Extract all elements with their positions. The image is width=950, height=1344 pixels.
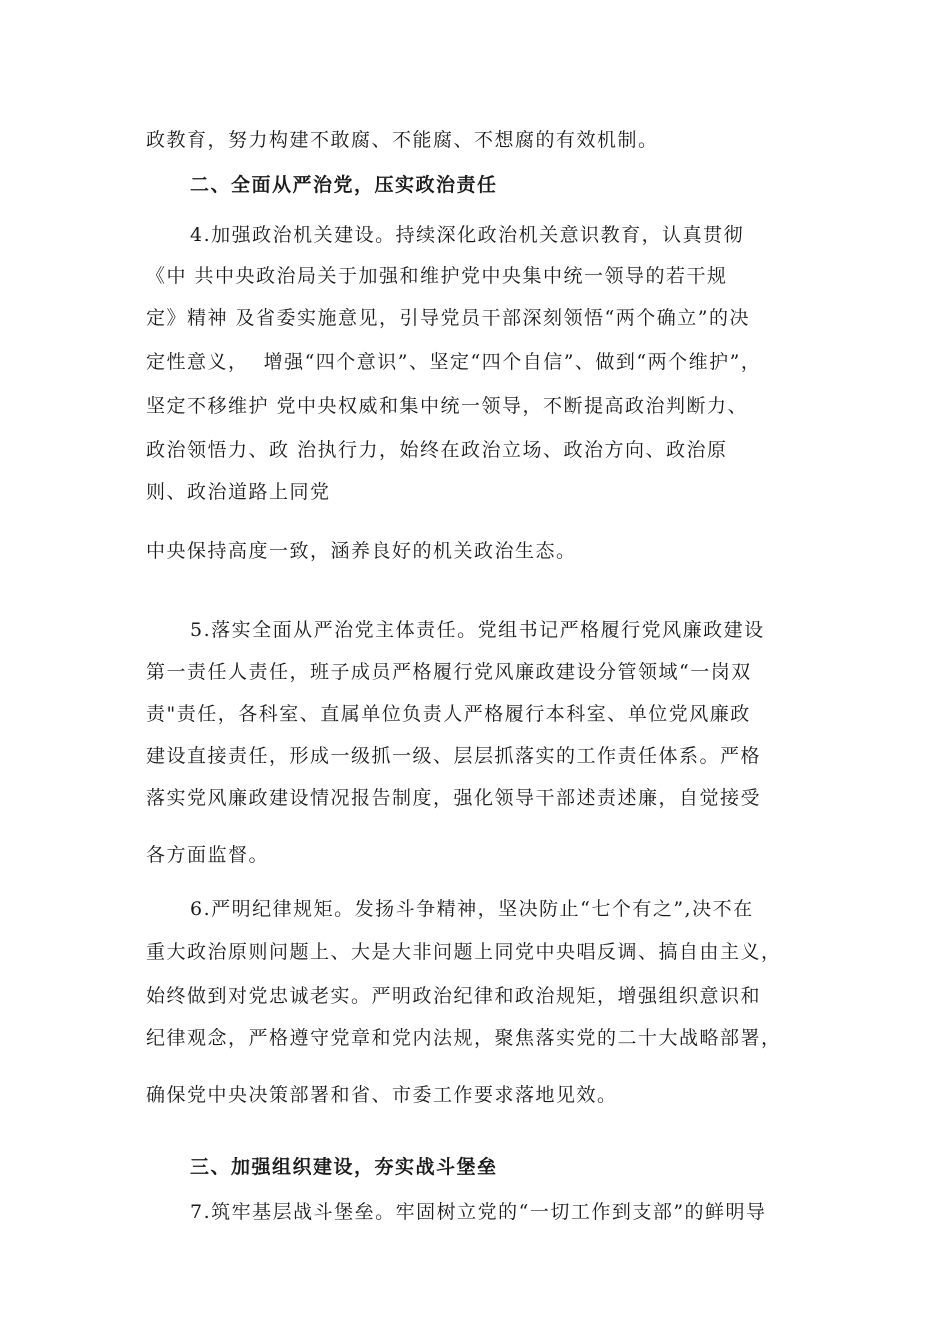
paragraph-line: 7.筑牢基层战斗堡垒。牢固树立党的“一切工作到支部”的鲜明导 (190, 1201, 767, 1223)
paragraph-line: 则、政治道路上同党 (146, 481, 331, 503)
section-heading: 二、全面从严治党，压实政治责任 (190, 174, 498, 196)
paragraph-line: 4.加强政治机关建设。持续深化政治机关意识教育，认真贯彻 (190, 224, 745, 246)
paragraph-line: 中央保持高度一致，涵养良好的机关政治生态。 (146, 540, 577, 562)
paragraph-line: 重大政治原则问题上、大是大非问题上同党中央唱反调、搞自由主义， (146, 941, 782, 963)
paragraph-line: 《中 共中央政治局关于加强和维护党中央集中统一领导的若干规 (146, 265, 728, 287)
paragraph-line: 确保党中央决策部署和省、市委工作要求落地见效。 (146, 1084, 618, 1106)
paragraph-line: 政教育，努力构建不敢腐、不能腐、不想腐的有效机制。 (146, 129, 659, 151)
paragraph-line: 定性意义， 增强“四个意识”、坚定“四个自信”、做到“两个维护”， (146, 351, 762, 373)
paragraph-line: 定》精神 及省委实施意见，引导党员干部深刻领悟“两个确立”的决 (146, 307, 750, 329)
paragraph-line: 坚定不移维护 党中央权威和集中统一领导，不断提高政治判断力、 (146, 395, 749, 417)
paragraph-line: 6.严明纪律规矩。发扬斗争精神，坚决防止“七个有之”,决不在 (190, 898, 754, 920)
paragraph-line: 建设直接责任，形成一级抓一级、层层抓落实的工作责任体系。严格 (146, 745, 762, 767)
paragraph-line: 责"责任，各科室、直属单位负责人严格履行本科室、单位党风廉政 (146, 703, 751, 725)
paragraph-line: 落实党风廉政建设情况报告制度，强化领导干部述责述廉，自觉接受 (146, 787, 762, 809)
paragraph-line: 第一责任人责任，班子成员严格履行党风廉政建设分管领域“一岗双 (146, 661, 752, 683)
paragraph-line: 始终做到对党忠诚老实。严明政治纪律和政治规矩，增强组织意识和 (146, 985, 762, 1007)
paragraph-line: 政治领悟力、政 治执行力，始终在政治立场、政治方向、政治原 (146, 439, 728, 461)
section-heading: 三、加强组织建设，夯实战斗堡垒 (190, 1156, 498, 1178)
paragraph-line: 纪律观念，严格遵守党章和党内法规，聚焦落实党的二十大战略部署， (146, 1027, 782, 1049)
paragraph-line: 5.落实全面从严治党主体责任。党组书记严格履行党风廉政建设 (190, 619, 765, 641)
paragraph-line: 各方面监督。 (146, 844, 270, 866)
